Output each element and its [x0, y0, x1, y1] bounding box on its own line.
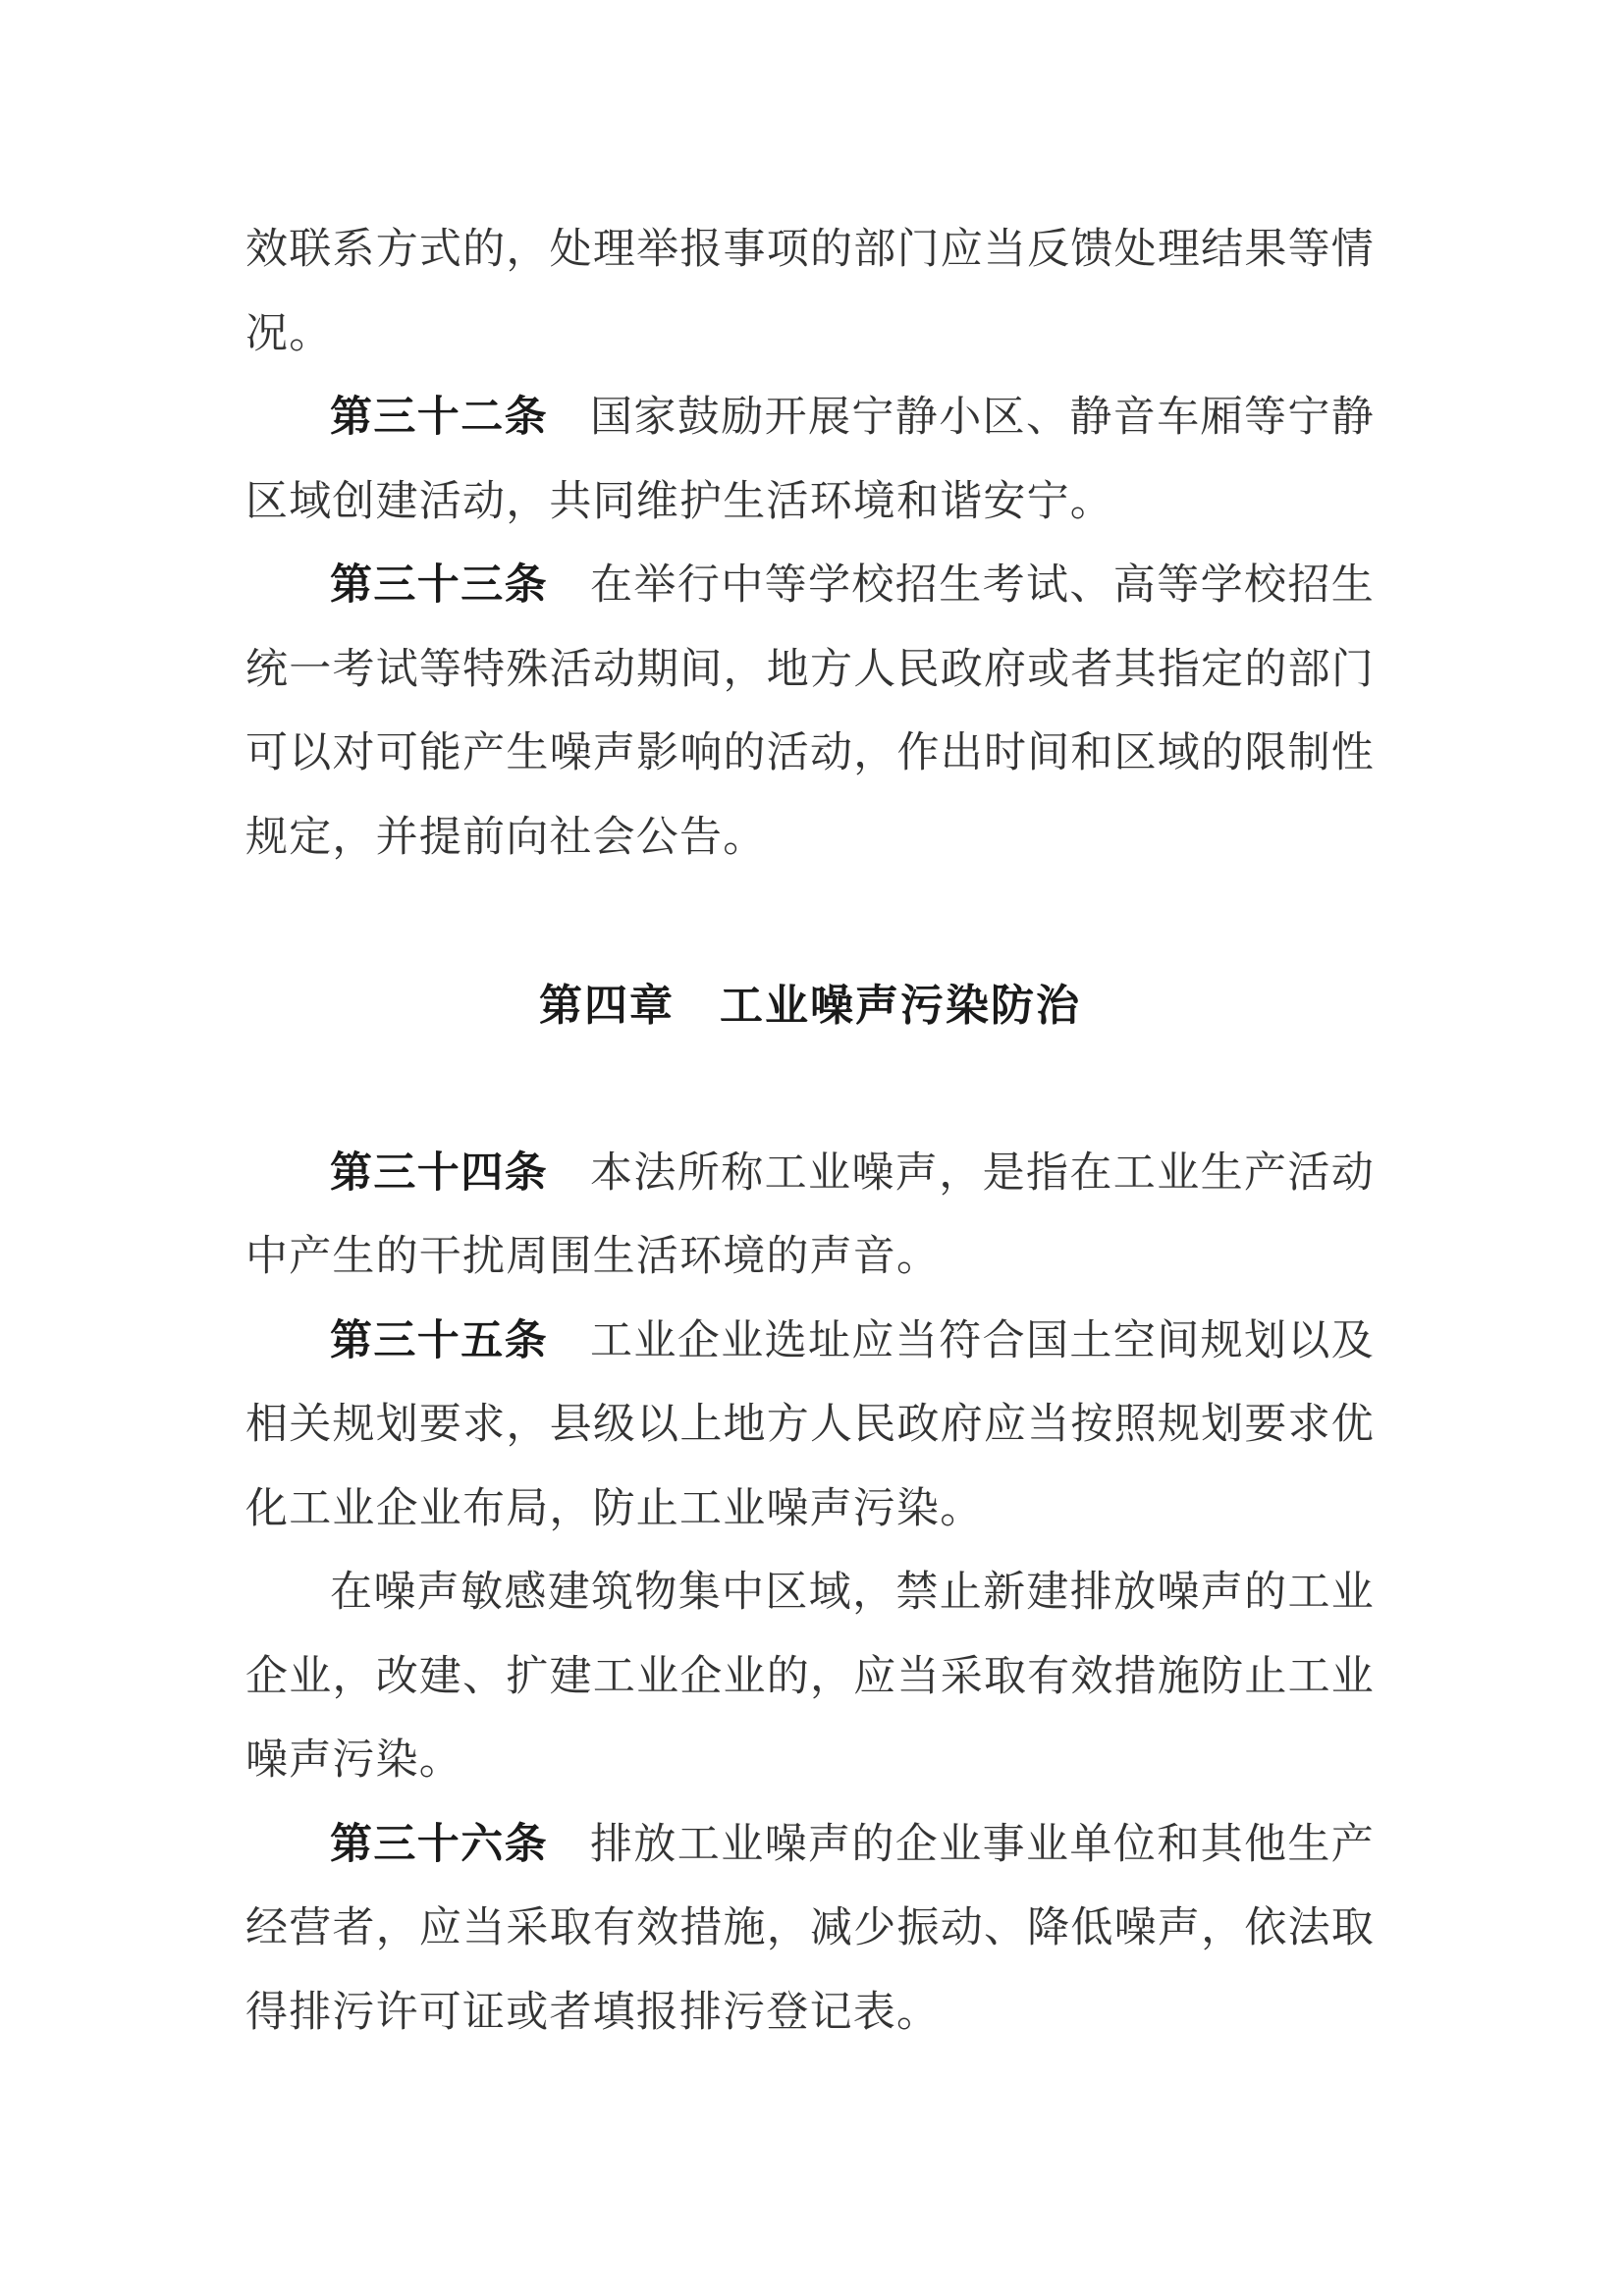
- chapter-4-heading: 第四章 工业噪声污染防治: [539, 980, 1081, 1031]
- article-35-paragraph: [245, 1300, 1375, 1552]
- article-number: 第三十二条: [330, 393, 548, 442]
- continuation-paragraph: [245, 208, 1375, 376]
- article-32-paragraph: [245, 376, 1375, 544]
- article-text: 本法所称工业噪声，是指在工业生产活动中产生的干扰周围生活环境的声音。: [245, 1148, 1375, 1281]
- article-33-paragraph: [245, 544, 1375, 880]
- article-35-paragraph-2: [245, 1551, 1375, 1803]
- article-36-paragraph: [245, 1803, 1375, 2056]
- article-number: 第三十五条: [330, 1315, 548, 1365]
- article-number: 第三十六条: [330, 1819, 548, 1869]
- article-number: 第三十四条: [330, 1148, 548, 1198]
- article-34-paragraph: [245, 1132, 1375, 1300]
- article-text: 排放工业噪声的企业事业单位和其他生产经营者，应当采取有效措施，减少振动、降低噪声，依法取得排污许可证或者填报排污登记表。: [245, 1819, 1375, 2037]
- article-number: 第三十三条: [330, 561, 548, 610]
- article-text: 效联系方式的，处理举报事项的部门应当反馈处理结果等情况。: [245, 225, 1375, 358]
- article-text: 在噪声敏感建筑物集中区域，禁止新建排放噪声的工业企业，改建、扩建工业企业的，应当采取有效措施防止工业噪声污染。: [245, 1568, 1375, 1785]
- article-text: 工业企业选址应当符合国土空间规划以及相关规划要求，县级以上地方人民政府应当按照规划要求优化工业企业布局，防止工业噪声污染。: [245, 1315, 1375, 1533]
- page-body-text: [245, 208, 1375, 2055]
- article-text: 国家鼓励开展宁静小区、静音车厢等宁静区域创建活动，共同维护生活环境和谐安宁。: [245, 393, 1375, 526]
- article-text: 在举行中等学校招生考试、高等学校招生统一考试等特殊活动期间，地方人民政府或者其指定的部门可以对可能产生噪声影响的活动，作出时间和区域的限制性规定，并提前向社会公告。: [245, 561, 1375, 862]
